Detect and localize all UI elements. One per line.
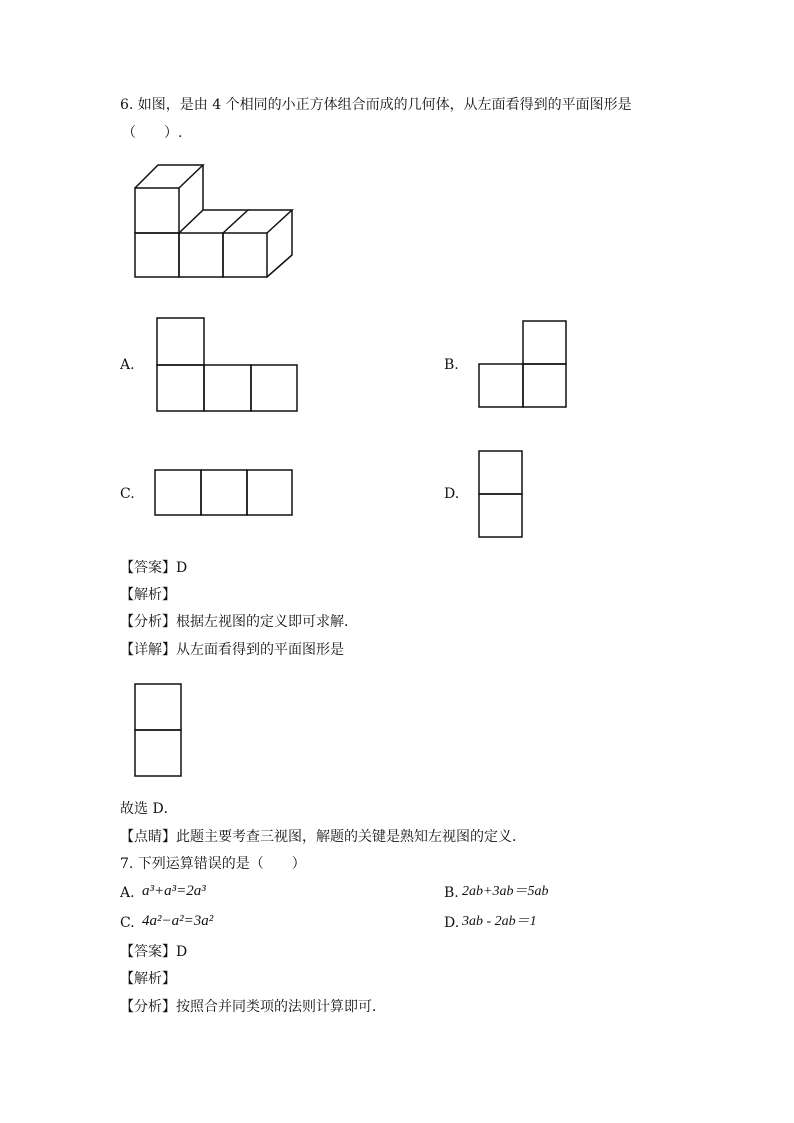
q6-fenxi: 【分析】根据左视图的定义即可求解． <box>120 614 358 630</box>
q7-option-d-expr: 3ab - 2ab＝1 <box>462 914 537 929</box>
q7-option-c-label: C. <box>120 915 135 931</box>
q7-option-c-expr: 4a²−a²=3a² <box>142 913 214 929</box>
q7-option-b-expr: 2ab+3ab＝5ab <box>462 884 549 899</box>
q7-option-d-label: D. <box>444 915 460 931</box>
q7-stem: 7. 下列运算错误的是（ ） <box>120 856 306 872</box>
q6-option-d-label: D. <box>444 486 460 502</box>
q7-answer: 【答案】D <box>120 944 188 960</box>
q7-option-b-label: B. <box>444 885 459 901</box>
q7-option-a-label: A. <box>120 885 135 901</box>
q6-dianjing: 【点睛】此题主要考查三视图，解题的关键是熟知左视图的定义． <box>120 829 526 845</box>
q6-option-c-label: C. <box>120 486 135 502</box>
q6-option-a-figure <box>156 317 301 413</box>
q6-option-d-figure <box>478 450 526 540</box>
q6-xiangjie: 【详解】从左面看得到的平面图形是 <box>120 642 344 658</box>
q6-solid-figure <box>130 160 300 285</box>
q6-option-b-label: B. <box>444 357 459 373</box>
q6-stem: 6. 如图，是由 4 个相同的小正方体组合而成的几何体，从左面看得到的平面图形是 <box>120 97 632 113</box>
q7-jiexi: 【解析】 <box>120 971 176 987</box>
q6-solution-figure <box>134 683 184 779</box>
q6-jiexi: 【解析】 <box>120 587 176 603</box>
q7-option-a-expr: a³+a³=2a³ <box>142 883 206 899</box>
q6-guxuan: 故选 D． <box>120 801 178 817</box>
q6-option-c-figure <box>154 469 296 519</box>
q6-option-a-label: A. <box>120 357 135 373</box>
q7-fenxi: 【分析】按照合并同类项的法则计算即可． <box>120 999 386 1015</box>
q6-answer: 【答案】D <box>120 560 188 576</box>
q6-paren: （ ）. <box>122 125 183 141</box>
q6-option-b-figure <box>478 320 570 410</box>
